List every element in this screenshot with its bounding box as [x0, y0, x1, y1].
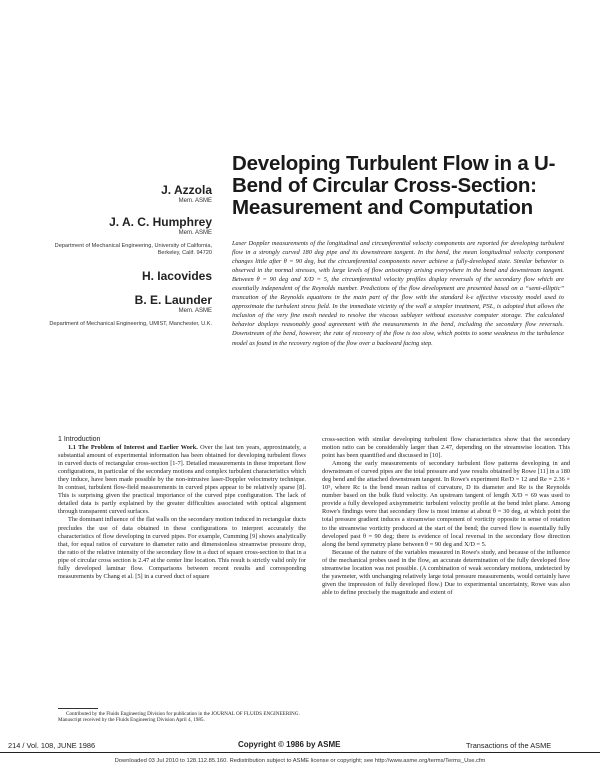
author-affiliation: Department of Mechanical Engineering, University of California, Berkeley, Calif. 94720	[54, 243, 212, 256]
copyright-notice: Copyright © 1986 by ASME	[238, 740, 341, 749]
body-column-right	[322, 436, 570, 597]
author-membership: Mem. ASME	[178, 230, 212, 236]
author-azzola	[40, 183, 212, 205]
paragraph: The dominant influence of the flat walls on the secondary motion induced in rectangular ducts precludes the use of data obtained in these configurations to interpret accurately the characteristics of flow developing in curved pipes. For example, Cumming [9] shows analytically that, for equal ratios of curvature to diameter ratio and dimensionless streamwise pressure drop, the ratio of the relative intensity of the secondary flow in a duct of square cross-section to that in a pipe of circular cross section is 2.47 at the center line location. This result is strictly valid only for fully developed laminar flow. Comparisons between recent results and corresponding measurements by Chang et al. [5] in a curved duct of square	[58, 516, 306, 580]
author-affiliation: Department of Mechanical Engineering, UMIST, Manchester, U.K.	[49, 321, 212, 327]
footnote-rule	[58, 708, 98, 709]
download-notice: Downloaded 03 Jul 2010 to 128.112.85.160. Redistribution subject to ASME license or copyright; see http://www.asme.org/terms/Terms_Use.cfm	[114, 758, 486, 764]
author-name: J. Azzola	[161, 183, 212, 197]
section-heading: 1 Introduction	[58, 436, 101, 443]
footer-rule	[0, 752, 600, 753]
abstract: Laser Doppler measurements of the longitudinal and circumferential velocity components are reported for developing turbulent flow in a strongly curved 180 deg pipe and its downstream tangent. In the bend, the mean longitudinal velocity component changes little after θ = 90 deg, but the circumferential components never achieve a fully-developed state. Similar behavior is observed in the normal stresses, with large levels of flow anisotropy arising everywhere in the bend and downstream tangent. Between θ = 90 deg and X/D = 5, the circumferential velocity profiles display reversals of the secondary flow which are essentially independent of the Reynolds number. Predictions of the flow development are presented based on a “semi-elliptic” truncation of the Reynolds equations in the main part of the flow with the standard k-ε effective viscosity model used to approximate the turbulent stress field. In the immediate vicinity of the wall a simpler treatment, PSL, is adopted that allows the inclusion of the very fine mesh needed to resolve the viscous sublayer without excessive computer storage. The calculated behavior displays reasonably good agreement with the measurements in the bend, including the secondary flow reversals. Downstream of the bend, however, the rate of recovery of the flow is too slow, which points to some weakness in the turbulence model as found in the recovery region of the flow over a backward facing step.	[232, 240, 564, 347]
paragraph-text: Over the last ten years, approximately, a substantial amount of experimental information has been obtained for developing turbulent flows in curved ducts of rectangular cross-section [1-7]. Detailed measurements in these important flow configurations, in particular of the secondary motions and complex turbulent characteristics which they induce, have been made possible by the non-intrusive laser-Doppler velocimetry technique. In contrast, turbulent flow-field measurements in curved pipes appear to be relatively sparse [8]. This is surprising given the practical importance of the curved pipe configuration. The lack of detailed data is partly explained by the greater difficulties associated with optical alignment through transparent curved surfaces.	[58, 444, 306, 516]
author-name: H. Iacovides	[141, 269, 212, 283]
paragraph: Among the early measurements of secondary turbulent flow patterns developing in and downstream of curved pipes are the total pressure and yaw results obtained by Rowe [11] in a 180 deg bend and the attached downstream tangent. In Rowe's experiment Re/D = 12 and Re = 2.36 × 10⁵, where Rc is the bend mean radius of curvature, D its diameter and Re is the Reynolds number based on the bulk fluid velocity. An upstream tangent of length X/D = 69 was used to provide a fully developed axisymmetric turbulent velocity profile at the bend inlet plane. Among Rowe's findings were that secondary flow is most intense at about θ = 30 deg, at which point the total pressure gradient induces a streamwise component of vorticity opposite in sense of rotation to the streamwise vorticity produced at the start of the bend; the curved flow is essentially fully developed past θ = 90 deg; there is evidence of local reversal in the secondary flow direction along the bend symmetry plane between θ = 90 deg and X/D = 5.	[322, 460, 570, 548]
body-column-left	[58, 436, 306, 581]
author-membership: Mem. ASME	[178, 308, 212, 314]
author-humphrey	[40, 215, 212, 257]
paper-title: Developing Turbulent Flow in a U-Bend of Circular Cross-Section: Measurement and Computation	[232, 152, 556, 219]
author-block	[40, 183, 212, 340]
page-info: 214 / Vol. 108, JUNE 1986	[8, 741, 96, 750]
footnote: Contributed by the Fluids Engineering Division for publication in the JOURNAL OF FLUIDS ENGINEERING. Manuscript received by the Fluids Engineering Division April 4, 1985.	[58, 711, 300, 724]
author-iacovides	[40, 269, 212, 283]
paragraph-heading: 1.1 The Problem of Interest and Earlier Work.	[68, 444, 198, 452]
paragraph: Because of the nature of the variables measured in Rowe's study, and because of the influence of the mechanical probes used in the flow, an accurate determination of the fully developed flow streamwise location was not possible. (A combination of weak secondary motions, undetected by the yawmeter, with unchanging relatively large total pressure measurements, would certainly have given the impression of fully developed flow.) Due to experimental uncertainty, Rowe was also able to define precisely the magnitude and extent of	[322, 548, 570, 596]
author-membership: Mem. ASME	[178, 198, 212, 204]
author-launder	[40, 293, 212, 328]
paragraph	[58, 444, 306, 516]
paragraph: cross-section with similar developing turbulent flow characteristics show that the secondary motion ratio can be considerably larger than 2.47, depending on the streamwise location. This point has been quantified and discussed in [10].	[322, 436, 570, 460]
author-name: J. A. C. Humphrey	[109, 215, 212, 229]
author-name: B. E. Launder	[134, 293, 212, 307]
journal-name: Transactions of the ASME	[466, 741, 552, 750]
